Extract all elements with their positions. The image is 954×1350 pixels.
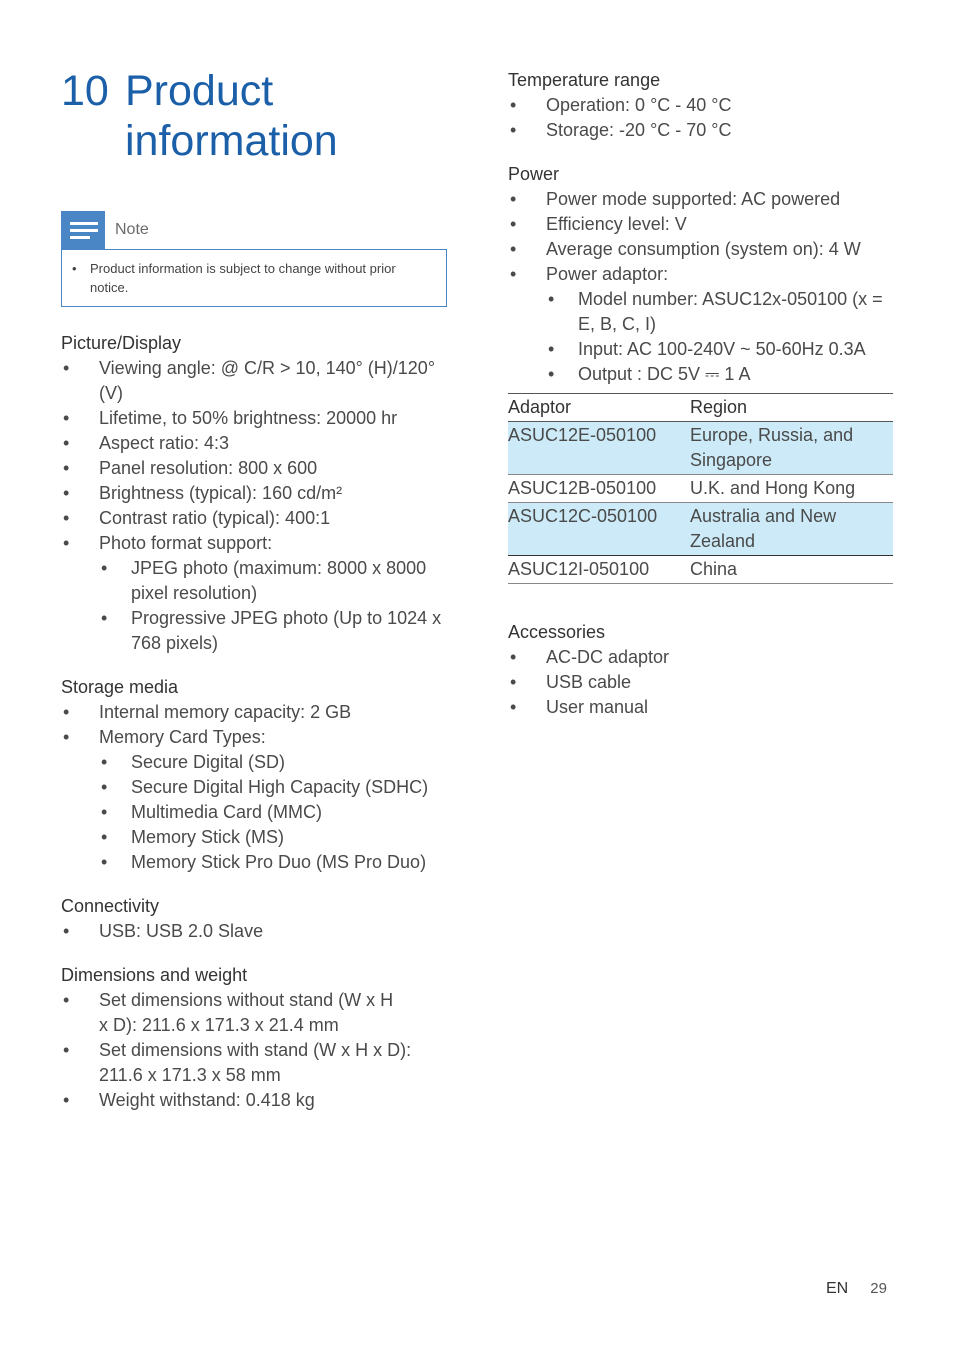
note-icon	[61, 211, 105, 249]
section-title: Power	[508, 164, 560, 184]
sub-list-item: • Memory Stick (MS)	[99, 825, 447, 850]
language-code: EN	[826, 1280, 849, 1297]
note-box	[61, 211, 447, 307]
section-dimensions-weight	[61, 963, 447, 1113]
right-column	[508, 68, 893, 720]
section-title: Storage media	[61, 677, 179, 697]
list-item: • Operation: 0 °C - 40 °C	[508, 93, 893, 118]
section-title: Connectivity	[61, 896, 160, 916]
table-cell: ASUC12I-050100	[508, 556, 690, 584]
column-header-adaptor: Adaptor	[508, 394, 690, 422]
section-title: Dimensions and weight	[61, 965, 248, 985]
table-cell: ASUC12E-050100	[508, 422, 690, 475]
table-cell: U.K. and Hong Kong	[690, 475, 893, 503]
list-item: • Power adaptor: • Model number: ASUC12x-050100 (x = E, B, C, I) • Input: AC 100-240V ~ 50-60Hz 0.3A • Output : DC 5V ⎓ 1 A	[508, 262, 893, 387]
list-item: • Contrast ratio (typical): 400:1	[61, 506, 447, 531]
page-footer	[826, 1280, 887, 1298]
table-row	[508, 475, 893, 503]
section-title: Accessories	[508, 622, 606, 642]
section-title: Picture/Display	[61, 333, 182, 353]
page-title	[61, 66, 447, 166]
adaptor-table	[508, 393, 893, 584]
table-header-row	[508, 394, 893, 422]
list-item: • Aspect ratio: 4:3	[61, 431, 447, 456]
left-column	[61, 66, 447, 1113]
section-accessories	[508, 620, 893, 720]
sub-list-item: • Secure Digital High Capacity (SDHC)	[99, 775, 447, 800]
table-cell: Australia and New Zealand	[690, 503, 893, 556]
list-item: • USB: USB 2.0 Slave	[61, 919, 447, 944]
table-cell: Europe, Russia, and Singapore	[690, 422, 893, 475]
sub-list-item: • Output : DC 5V ⎓ 1 A	[546, 362, 893, 387]
list-item: • User manual	[508, 695, 893, 720]
section-storage-media	[61, 675, 447, 875]
list-item: • Brightness (typical): 160 cd/m²	[61, 481, 447, 506]
sub-list-item: • Input: AC 100-240V ~ 50-60Hz 0.3A	[546, 337, 893, 362]
list-item: • Set dimensions with stand (W x H x D): 211.6 x 171.3 x 58 mm	[61, 1038, 447, 1088]
page-number: 29	[870, 1280, 887, 1297]
sub-list-item: • Memory Stick Pro Duo (MS Pro Duo)	[99, 850, 447, 875]
section-temperature	[508, 68, 893, 143]
note-label: Note	[115, 221, 149, 238]
sub-list-item: • Progressive JPEG photo (Up to 1024 x 768 pixels)	[99, 606, 447, 656]
section-connectivity	[61, 894, 447, 944]
list-item: • Weight withstand: 0.418 kg	[61, 1088, 447, 1113]
section-title: Temperature range	[508, 70, 661, 90]
list-item: • Storage: -20 °C - 70 °C	[508, 118, 893, 143]
section-power	[508, 162, 893, 387]
list-item: • Viewing angle: @ C/R > 10, 140° (H)/120° (V)	[61, 356, 447, 406]
list-item: • Internal memory capacity: 2 GB	[61, 700, 447, 725]
list-item: • Efficiency level: V	[508, 212, 893, 237]
list-item: • Photo format support: • JPEG photo (maximum: 8000 x 8000 pixel resolution) • Progressive JPEG photo (Up to 1024 x 768 pixels)	[61, 531, 447, 656]
list-item: • Average consumption (system on): 4 W	[508, 237, 893, 262]
list-item: • Lifetime, to 50% brightness: 20000 hr	[61, 406, 447, 431]
list-item: • AC-DC adaptor	[508, 645, 893, 670]
list-item: • Memory Card Types: • Secure Digital (SD) • Secure Digital High Capacity (SDHC) • Multimedia Card (MMC) • Memory Stick (MS) • Memory Stick Pro Duo (MS Pro Duo)	[61, 725, 447, 875]
sub-list-item: • Multimedia Card (MMC)	[99, 800, 447, 825]
table-row	[508, 503, 893, 556]
title-line-2: information	[125, 117, 338, 165]
table-row	[508, 422, 893, 475]
table-row	[508, 556, 893, 584]
title-line-1: Product	[125, 67, 274, 115]
list-item: • Panel resolution: 800 x 600	[61, 456, 447, 481]
list-item: • USB cable	[508, 670, 893, 695]
note-header	[61, 211, 447, 249]
sub-list-item: • Model number: ASUC12x-050100 (x = E, B, C, I)	[546, 287, 893, 337]
column-header-region: Region	[690, 394, 893, 422]
chapter-number: 10	[61, 67, 109, 115]
sub-list-item: • JPEG photo (maximum: 8000 x 8000 pixel resolution)	[99, 556, 447, 606]
list-item: • Set dimensions without stand (W x H x D): 211.6 x 171.3 x 21.4 mm	[61, 988, 447, 1038]
note-item: • Product information is subject to change without prior notice.	[72, 259, 434, 297]
sub-list-item: • Secure Digital (SD)	[99, 750, 447, 775]
section-picture-display	[61, 331, 447, 656]
table-cell: ASUC12C-050100	[508, 503, 690, 556]
table-cell: China	[690, 556, 893, 584]
table-cell: ASUC12B-050100	[508, 475, 690, 503]
list-item: • Power mode supported: AC powered	[508, 187, 893, 212]
